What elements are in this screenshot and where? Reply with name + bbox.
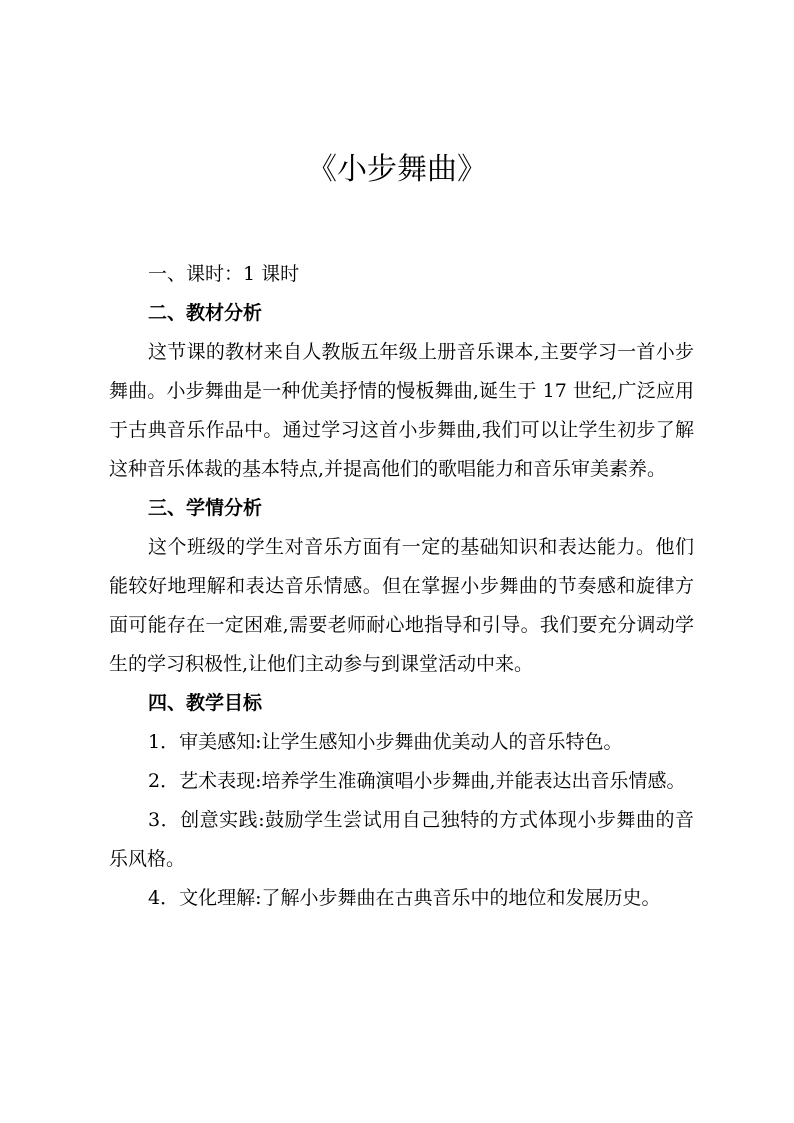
teaching-goal-item: 3．创意实践:鼓励学生尝试用自己独特的方式体现小步舞曲的音乐风格。 xyxy=(109,809,694,870)
teaching-goals-heading: 四、教学目标 xyxy=(148,692,263,714)
teaching-goal-item: 4．文化理解:了解小步舞曲在古典音乐中的地位和发展历史。 xyxy=(148,887,661,909)
teaching-goal-item: 1．审美感知:让学生感知小步舞曲优美动人的音乐特色。 xyxy=(148,731,623,753)
material-analysis-heading: 二、教材分析 xyxy=(148,302,263,324)
material-analysis-paragraph: 这节课的教材来自人教版五年级上册音乐课本,主要学习一首小步舞曲。小步舞曲是一种优美抒情的慢板舞曲,诞生于 17 世纪,广泛应用于古典音乐作品中。通过学习这首小步舞曲,我们可以让学生初步了解这种音乐体裁的基本特点,并提高他们的歌唱能力和音乐审美素养。 xyxy=(109,341,694,480)
lesson-hours-line: 一、课时：1 课时 xyxy=(148,263,300,285)
student-analysis-paragraph: 这个班级的学生对音乐方面有一定的基础知识和表达能力。他们能较好地理解和表达音乐情感。但在掌握小步舞曲的节奏感和旋律方面可能存在一定困难,需要老师耐心地指导和引导。我们要充分调动学生的学习积极性,让他们主动参与到课堂活动中来。 xyxy=(109,536,694,675)
student-analysis-heading: 三、学情分析 xyxy=(148,497,263,519)
document-title: 《小步舞曲》 xyxy=(307,152,487,187)
document-body xyxy=(109,255,694,918)
teaching-goal-item: 2．艺术表现:培养学生准确演唱小步舞曲,并能表达出音乐情感。 xyxy=(148,770,686,792)
